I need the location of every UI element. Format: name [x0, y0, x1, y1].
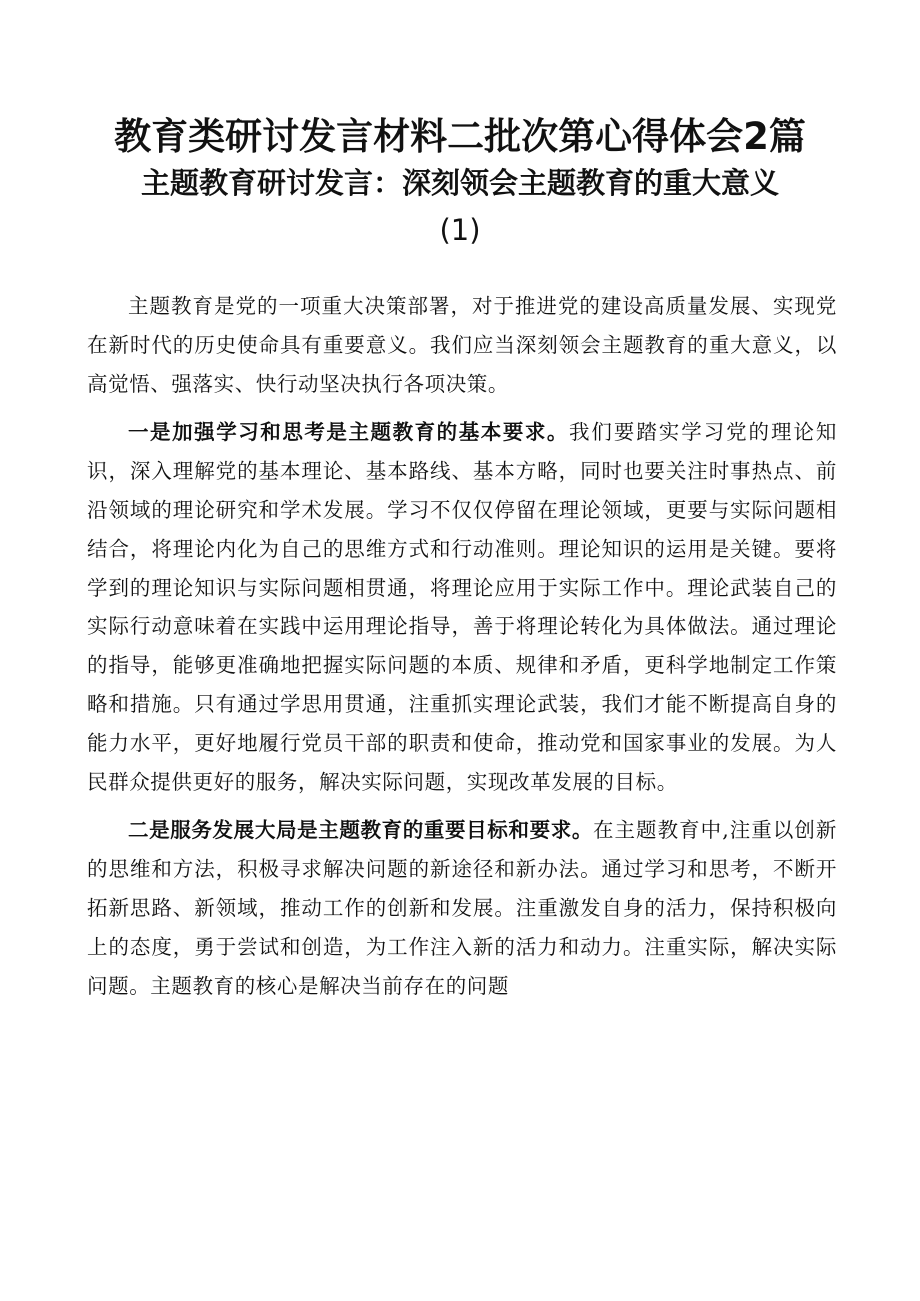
- document-title: 教育类研讨发言材料二批次第心得体会2篇: [114, 115, 806, 158]
- subtitle-line-2: (1): [439, 213, 481, 247]
- document-body: [87, 287, 837, 1005]
- document-subtitle: [60, 160, 860, 254]
- paragraph-text: 我们要踏实学习党的理论知识，深入理解党的基本理论、基本路线、基本方略，同时也要关注时事热点、前沿领域的理论研究和学术发展。学习不仅仅停留在理论领域，更要与实际问题相结合，将理论内化为自己的思维方式和行动准则。理论知识的运用是关键。要将学到的理论知识与实际问题相贯通，将理论应用于实际工作中。理论武装自己的实际行动意味着在实践中运用理论指导，善于将理论转化为具体做法。通过理论的指导，能够更准确地把握实际问题的本质、规律和矛盾，更科学地制定工作策略和措施。只有通过学思用贯通，注重抓实理论武装，我们才能不断提高自身的能力水平，更好地履行党员干部的职责和使命，推动党和国家事业的发展。为人民群众提供更好的服务，解决实际问题，实现改革发展的目标。: [87, 420, 837, 794]
- subtitle-line-1: 主题教育研讨发言：深刻领会主题教育的重大意义: [140, 166, 779, 200]
- paragraph-text: 主题教育是党的一项重大决策部署，对于推进党的建设高质量发展、实现党在新时代的历史使命具有重要意义。我们应当深刻领会主题教育的重大意义，以高觉悟、强落实、快行动坚决执行各项决策。: [87, 294, 837, 396]
- paragraph-point-two: [87, 811, 837, 1005]
- paragraph-intro: [87, 287, 837, 403]
- paragraph-text: 在主题教育中,注重以创新的思维和方法，积极寻求解决问题的新途径和新办法。通过学习和思考，不断开拓新思路、新领域，推动工作的创新和发展。注重激发自身的活力，保持积极向上的态度，勇于尝试和创造，为工作注入新的活力和动力。注重实际，解决实际问题。主题教育的核心是解决当前存在的问题: [87, 818, 837, 998]
- paragraph-point-one: [87, 413, 837, 801]
- paragraph-lead: 二是服务发展大局是主题教育的重要目标和要求。: [128, 818, 593, 843]
- paragraph-lead: 一是加强学习和思考是主题教育的基本要求。: [128, 420, 569, 445]
